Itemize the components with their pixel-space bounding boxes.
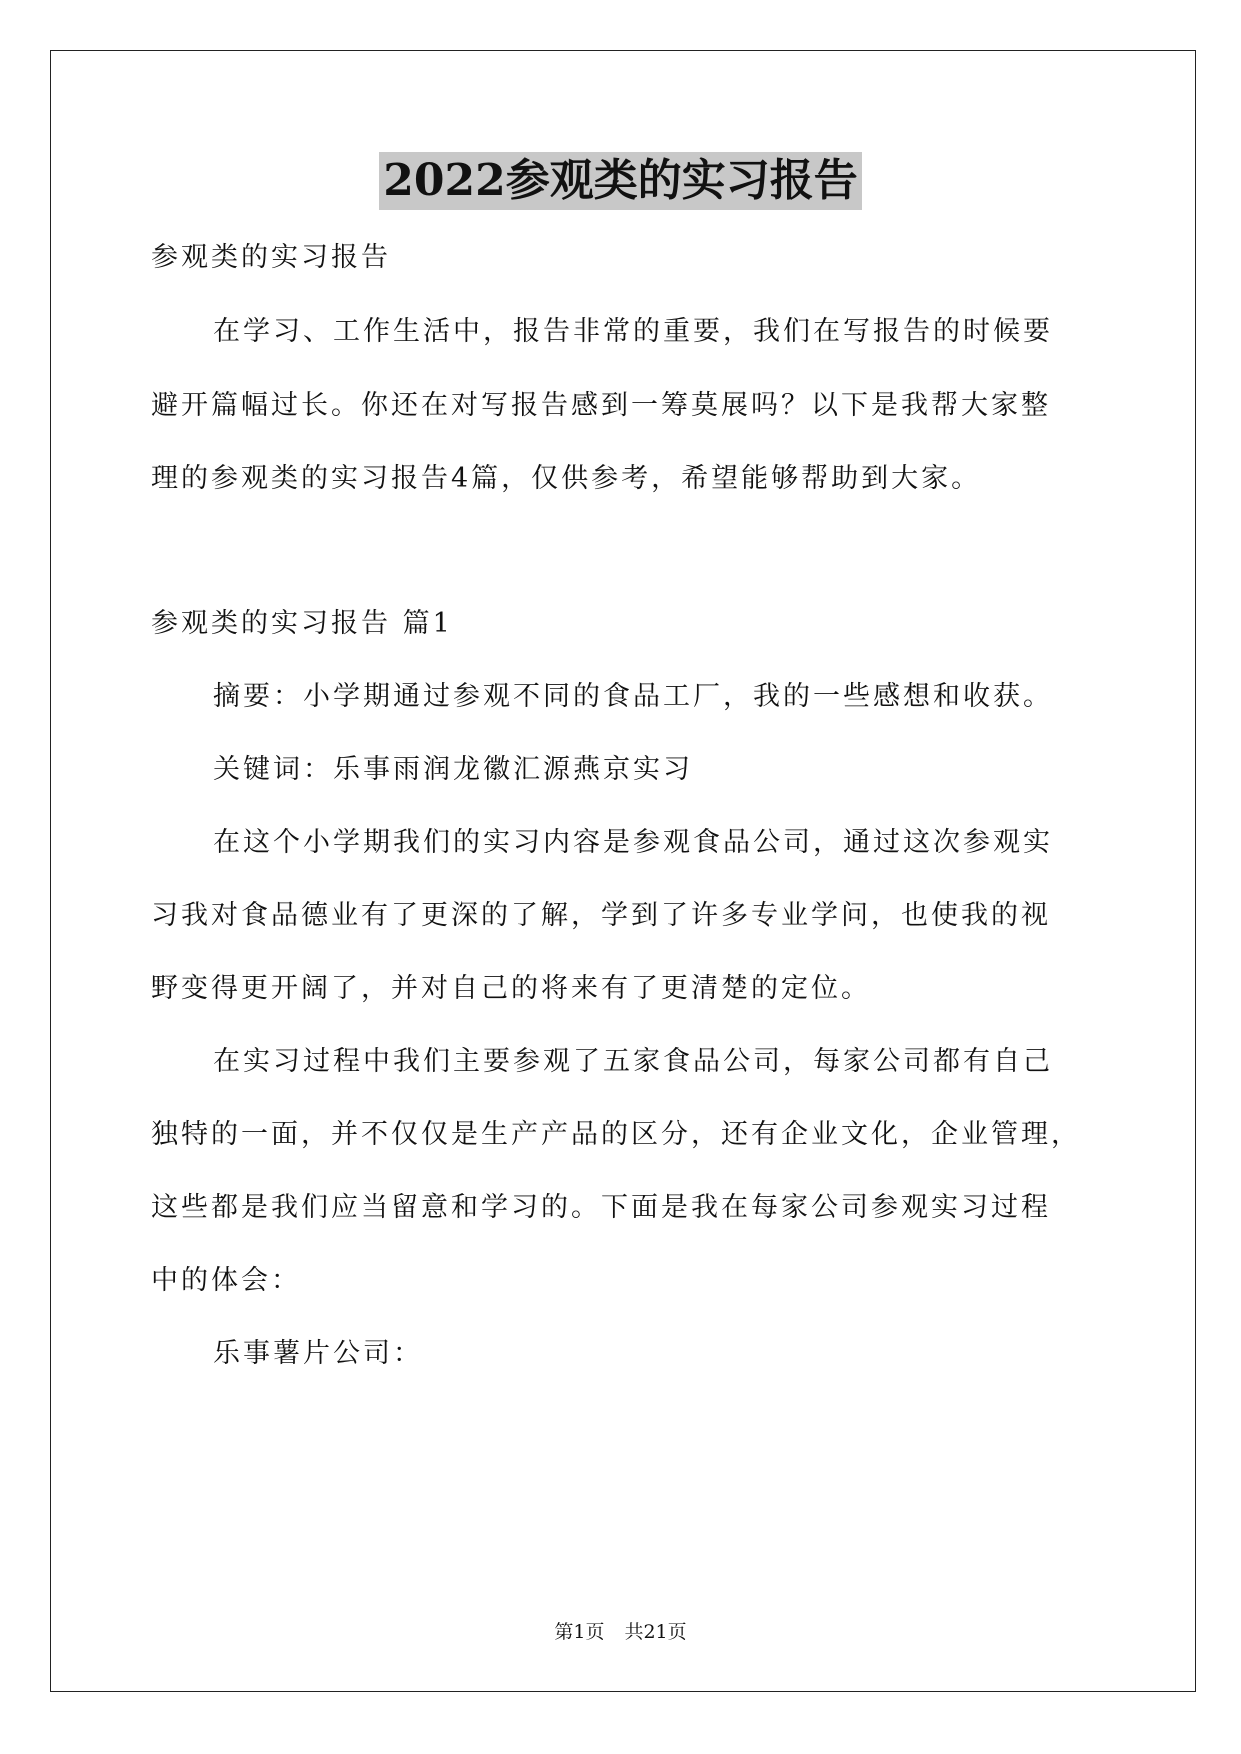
title-container: [0, 152, 1241, 210]
document-subtitle: 参观类的实习报告: [151, 242, 391, 273]
para1-line-3: 野变得更开阔了，并对自己的将来有了更清楚的定位。: [151, 973, 871, 1004]
intro-line-1: 在学习、工作生活中，报告非常的重要，我们在写报告的时候要: [213, 316, 1053, 347]
page-total: 共21页: [624, 1621, 687, 1643]
page-footer: [0, 1620, 1241, 1644]
para2-line-2: 独特的一面，并不仅仅是生产产品的区分，还有企业文化，企业管理，: [151, 1119, 1081, 1150]
keywords-line: 关键词：乐事雨润龙徽汇源燕京实习: [213, 754, 693, 785]
abstract-line: 摘要：小学期通过参观不同的食品工厂，我的一些感想和收获。: [213, 681, 1053, 712]
para1-line-1: 在这个小学期我们的实习内容是参观食品公司，通过这次参观实: [213, 827, 1053, 858]
page-number: 第1页: [554, 1621, 605, 1643]
page-border: [50, 50, 1196, 1692]
section-heading: 参观类的实习报告 篇1: [151, 608, 453, 639]
document-title: 2022参观类的实习报告: [379, 152, 861, 210]
para2-line-1: 在实习过程中我们主要参观了五家食品公司，每家公司都有自己: [213, 1046, 1053, 1077]
para2-line-4: 中的体会：: [151, 1265, 301, 1296]
intro-line-3: 理的参观类的实习报告4篇，仅供参考，希望能够帮助到大家。: [151, 463, 982, 494]
intro-line-2: 避开篇幅过长。你还在对写报告感到一筹莫展吗？以下是我帮大家整: [151, 390, 1051, 421]
para2-line-3: 这些都是我们应当留意和学习的。下面是我在每家公司参观实习过程: [151, 1192, 1051, 1223]
para1-line-2: 习我对食品德业有了更深的了解，学到了许多专业学问，也使我的视: [151, 900, 1051, 931]
company1-heading: 乐事薯片公司：: [213, 1338, 423, 1369]
